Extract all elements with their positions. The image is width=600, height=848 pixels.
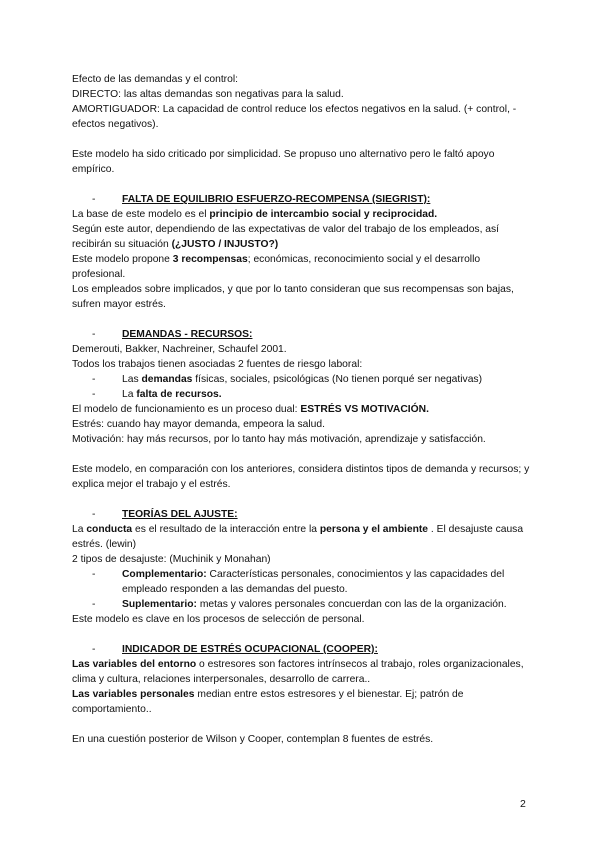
page-number: 2 bbox=[520, 798, 526, 810]
intro-line: AMORTIGUADOR: La capacidad de control reduce los efectos negativos en la salud. (+ control, - efectos negativos). bbox=[72, 104, 517, 130]
document-page bbox=[72, 72, 532, 747]
section-heading-demandas bbox=[72, 327, 532, 342]
bullet-dash: - bbox=[92, 509, 96, 520]
paragraph: Este modelo, en comparación con los anteriores, considera distintos tipos de demanda y recursos; y explica mejor el trabajo y el estrés. bbox=[72, 464, 530, 490]
paragraph: Los empleados sobre implicados, y que por lo tanto consideran que sus recompensas son bajas, sufren mayor estrés. bbox=[72, 284, 514, 310]
section-heading-ajuste bbox=[72, 507, 532, 522]
heading-text: DEMANDAS - RECURSOS: bbox=[122, 329, 253, 340]
bullet-dash: - bbox=[92, 644, 96, 655]
paragraph: La base de este modelo es el principio de intercambio social y reciprocidad. bbox=[72, 209, 438, 220]
intro-paragraph: Este modelo ha sido criticado por simplicidad. Se propuso uno alternativo pero le faltó apoyo empírico. bbox=[72, 149, 495, 175]
bullet-dash: - bbox=[92, 329, 96, 340]
paragraph: 2 tipos de desajuste: (Muchinik y Monahan) bbox=[72, 554, 271, 565]
paragraph: Motivación: hay más recursos, por lo tanto hay más motivación, aprendizaje y satisfacción. bbox=[72, 434, 486, 445]
paragraph: La conducta es el resultado de la interacción entre la persona y el ambiente . El desajuste causa estrés. (lewin) bbox=[72, 524, 524, 550]
list-item: - Suplementario: metas y valores personales concuerdan con las de la organización. bbox=[92, 599, 507, 610]
section-heading-cooper bbox=[72, 642, 532, 657]
paragraph: Estrés: cuando hay mayor demanda, empeora la salud. bbox=[72, 419, 325, 430]
list-item: - La falta de recursos. bbox=[92, 389, 222, 400]
heading-text: FALTA DE EQUILIBRIO ESFUERZO-RECOMPENSA (SIEGRIST): bbox=[122, 194, 431, 205]
paragraph: El modelo de funcionamiento es un proceso dual: ESTRÉS VS MOTIVACIÓN. bbox=[72, 404, 429, 415]
paragraph: Según este autor, dependiendo de las expectativas de valor del trabajo de los empleados, así recibirán su situación (¿JUSTO / INJUSTO?) bbox=[72, 224, 500, 250]
paragraph: Todos los trabajos tienen asociadas 2 fuentes de riesgo laboral: bbox=[72, 359, 363, 370]
list-item: - Las demandas físicas, sociales, psicológicas (No tienen porqué ser negativas) bbox=[92, 374, 483, 385]
paragraph: Demerouti, Bakker, Nachreiner, Schaufel 2001. bbox=[72, 344, 287, 355]
list-item: - Complementario: Características personales, conocimientos y las capacidades del empleado responden a las demandas del puesto. bbox=[92, 569, 505, 595]
section-heading-siegrist bbox=[72, 192, 532, 207]
heading-text: INDICADOR DE ESTRÉS OCUPACIONAL (COOPER): bbox=[122, 644, 378, 655]
paragraph: En una cuestión posterior de Wilson y Cooper, contemplan 8 fuentes de estrés. bbox=[72, 734, 434, 745]
intro-line: DIRECTO: las altas demandas son negativas para la salud. bbox=[72, 89, 344, 100]
bullet-dash: - bbox=[92, 194, 96, 205]
paragraph: Este modelo es clave en los procesos de selección de personal. bbox=[72, 614, 365, 625]
paragraph: Las variables del entorno o estresores son factores intrínsecos al trabajo, roles organizacionales, clima y cultura, relaciones interpersonales, desarrollo de carrera.. bbox=[72, 659, 524, 685]
intro-line: Efecto de las demandas y el control: bbox=[72, 74, 238, 85]
paragraph: Este modelo propone 3 recompensas; económicas, reconocimiento social y el desarrollo profesional. bbox=[72, 254, 481, 280]
paragraph: Las variables personales median entre estos estresores y el bienestar. Ej; patrón de comportamiento.. bbox=[72, 689, 464, 715]
heading-text: TEORÍAS DEL AJUSTE: bbox=[122, 509, 238, 520]
